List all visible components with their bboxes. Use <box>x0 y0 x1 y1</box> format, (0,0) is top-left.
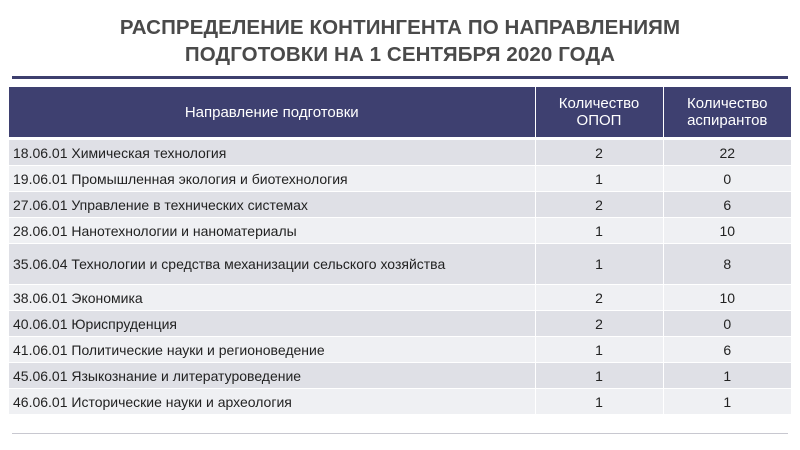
cell-direction: 18.06.01 Химическая технология <box>9 139 535 166</box>
cell-direction: 27.06.01 Управление в технических системах <box>9 192 535 218</box>
cell-students: 10 <box>663 285 791 311</box>
cell-opop: 2 <box>535 311 663 337</box>
cell-students: 6 <box>663 337 791 363</box>
cell-opop: 1 <box>535 337 663 363</box>
page-title-line-2: ПОДГОТОВКИ НА 1 СЕНТЯБРЯ 2020 ГОДА <box>184 43 616 66</box>
table-row <box>9 166 791 192</box>
cell-direction: 38.06.01 Экономика <box>9 285 535 311</box>
cell-direction: 45.06.01 Языкознание и литературоведение <box>9 363 535 389</box>
table-header-row <box>9 87 791 139</box>
cell-opop: 1 <box>535 166 663 192</box>
column-header-students <box>663 87 791 139</box>
table-row <box>9 218 791 244</box>
cell-opop: 1 <box>535 363 663 389</box>
cell-students: 1 <box>663 389 791 415</box>
table-row <box>9 389 791 415</box>
column-header-students-line-2: аспирантов <box>687 112 768 129</box>
cell-opop: 1 <box>535 389 663 415</box>
column-header-opop <box>535 87 663 139</box>
cell-opop: 2 <box>535 139 663 166</box>
cell-direction: 28.06.01 Нанотехнологии и наноматериалы <box>9 218 535 244</box>
cell-direction: 46.06.01 Исторические науки и археология <box>9 389 535 415</box>
table-row <box>9 192 791 218</box>
cell-students: 10 <box>663 218 791 244</box>
cell-students: 22 <box>663 139 791 166</box>
cell-opop: 1 <box>535 218 663 244</box>
cell-students: 0 <box>663 166 791 192</box>
table-row <box>9 337 791 363</box>
cell-students: 0 <box>663 311 791 337</box>
column-header-opop-line-1: Количество <box>558 95 640 112</box>
cell-students: 1 <box>663 363 791 389</box>
page-title <box>0 14 800 68</box>
title-divider <box>12 76 788 79</box>
cell-opop: 1 <box>535 244 663 285</box>
cell-direction: 19.06.01 Промышленная экология и биотехнология <box>9 166 535 192</box>
table-row <box>9 363 791 389</box>
table-row <box>9 311 791 337</box>
cell-opop: 2 <box>535 192 663 218</box>
table-row <box>9 139 791 166</box>
contingent-table <box>9 87 791 415</box>
column-header-students-line-1: Количество <box>686 95 768 112</box>
column-header-opop-line-2: ОПОП <box>576 112 622 129</box>
cell-direction: 40.06.01 Юриспруденция <box>9 311 535 337</box>
column-header-direction: Направление подготовки <box>9 87 535 139</box>
table-row <box>9 285 791 311</box>
cell-direction: 35.06.04 Технологии и средства механизации сельского хозяйства <box>9 244 535 285</box>
cell-students: 6 <box>663 192 791 218</box>
bottom-divider <box>12 433 788 434</box>
cell-students: 8 <box>663 244 791 285</box>
cell-direction: 41.06.01 Политические науки и регионоведение <box>9 337 535 363</box>
table-row <box>9 244 791 285</box>
cell-opop: 2 <box>535 285 663 311</box>
page-title-line-1: РАСПРЕДЕЛЕНИЕ КОНТИНГЕНТА ПО НАПРАВЛЕНИЯМ <box>119 16 681 39</box>
